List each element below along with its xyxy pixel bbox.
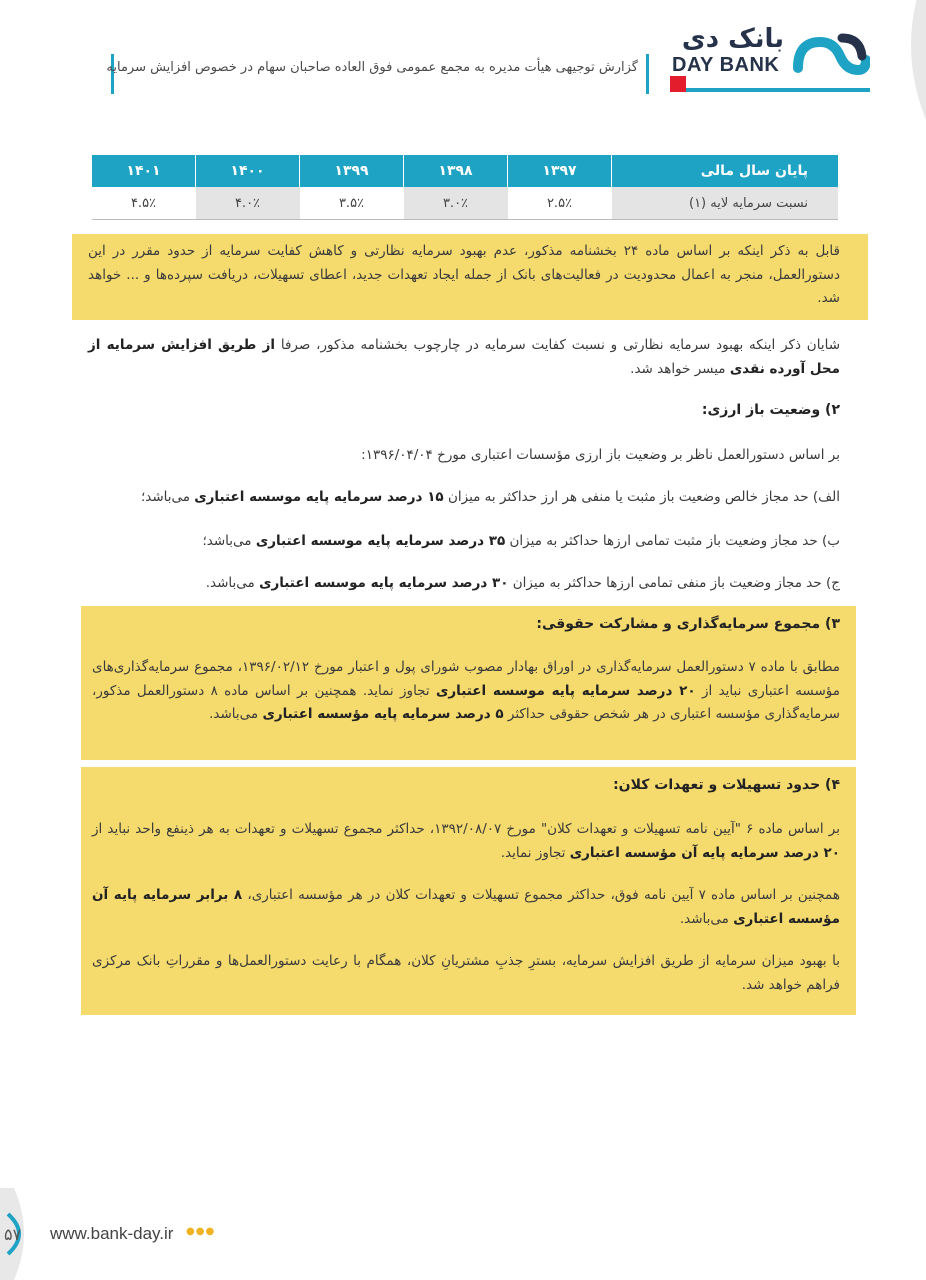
para1-bold: از طریق افزایش سرمایه از محل آورده نقدی [88, 337, 840, 377]
footer-website-link[interactable]: www.bank-day.ir [50, 1224, 174, 1243]
item-c-bold: ۳۰ درصد سرمایه پایه موسسه اعتباری [259, 575, 509, 591]
corner-decoration [866, 0, 926, 120]
table-cell: ۴.۰٪ [196, 187, 300, 220]
table-cell: ۴.۵٪ [92, 187, 196, 220]
tier1-capital-ratio-table [91, 155, 838, 220]
section3-text-2: تجاوز نماید. همچنین بر اساس ماده ۸ دستورالعمل مذکور، سرمایه‌گذاری مؤسسه اعتباری در هر شخص حقوقی حداکثر [92, 682, 840, 722]
item-a-text: الف) حد مجاز خالص وضعیت باز مثبت یا منفی هر ارز حداکثر به میزان [447, 489, 840, 505]
item-a-bold: ۱۵ درصد سرمایه پایه موسسه اعتباری [194, 489, 444, 505]
table-row-label: نسبت سرمایه لایه (۱) [612, 187, 839, 220]
section3-text-3: می‌باشد. [209, 706, 259, 722]
table-header-cell: ۱۳۹۷ [508, 155, 612, 187]
table-header-cell: ۱۴۰۰ [196, 155, 300, 187]
section3-paragraph [92, 656, 840, 727]
logo-mark-icon [790, 28, 870, 86]
section2-intro: بر اساس دستورالعمل ناظر بر وضعیت باز ارزی مؤسسات اعتباری مورخ ۱۳۹۶/۰۴/۰۴: [361, 447, 840, 463]
table-header-cell: ۱۳۹۸ [404, 155, 508, 187]
section4a-bold: ۲۰ درصد سرمایه پایه آن مؤسسه اعتباری [569, 844, 840, 861]
table-header-cell: ۱۴۰۱ [92, 155, 196, 187]
section3-bold-1: ۲۰ درصد سرمایه پایه موسسه اعتباری [436, 682, 696, 699]
item-c-suffix: می‌باشد. [205, 575, 255, 591]
section4b-bold: ۸ برابر سرمایه پایه آن مؤسسه اعتباری [92, 887, 840, 927]
logo-english-name: DAY BANK [672, 54, 780, 76]
section4b-text: همچنین بر اساس ماده ۷ آیین نامه فوق، حداکثر مجموع تسهیلات و تعهدات کلان در هر مؤسسه اعتباری، [247, 887, 840, 903]
section4-paragraph-c: با بهبود میزان سرمایه از طریق افزایش سرمایه، بسترِ جذبِ مشتریانِ کلان، همگام با رعایت دستورالعمل‌ها و مقرراتِ بانک مرکزی فراهم خواهد شد. [92, 953, 840, 993]
page-number: ۵۷ [4, 1225, 22, 1244]
penalty-paragraph: قابل به ذکر اینکه بر اساس ماده ۲۴ بخشنامه مذکور، عدم بهبود سرمایه نظارتی و کاهش کفایت سرمایه از حدود مقرر در این دستورالعمل، منجر به اعمال محدودیت در فعالیت‌های بانک از جمله ایجاد تعهدات جدید، اعطای تسهیلات، دریافت سپرده‌ها و ... خواهد شد. [88, 243, 840, 306]
section2-item-a [88, 486, 840, 510]
table-header-cell: ۱۳۹۹ [300, 155, 404, 187]
item-b-text: ب) حد مجاز وضعیت باز مثبت تمامی ارزها حداکثر به میزان [509, 533, 840, 549]
section4-paragraph-b [92, 884, 840, 931]
item-a-suffix: می‌باشد؛ [140, 489, 190, 505]
section4a-text-end: تجاوز نماید. [500, 844, 566, 861]
item-b-bold: ۳۵ درصد سرمایه پایه موسسه اعتباری [255, 533, 506, 549]
section2-item-b [88, 530, 840, 554]
para1-text-end: میسر خواهد شد. [630, 360, 726, 377]
section4-paragraph-a [92, 818, 840, 865]
logo-blue-bar [686, 88, 870, 92]
bank-logo [668, 22, 872, 94]
section4b-text-end: می‌باشد. [679, 910, 729, 927]
section2-heading: ۲) وضعیت باز ارزی: [701, 402, 840, 418]
logo-persian-name: بانک دی [681, 24, 785, 54]
item-c-text: ج) حد مجاز وضعیت باز منفی تمامی ارزها حداکثر به میزان [512, 575, 840, 591]
table-header-row [92, 155, 839, 187]
table-cell: ۳.۵٪ [300, 187, 404, 220]
header-divider-right [646, 54, 649, 94]
section2-item-c [88, 572, 840, 596]
page-title: گزارش توجیهی هیأت مدیره به مجمع عمومی فوق العاده صاحبان سهام در خصوص افزایش سرمایه [106, 60, 638, 75]
table-row [92, 187, 839, 220]
cash-contribution-paragraph [88, 334, 840, 381]
section3-text: مطابق با ماده ۷ دستورالعمل سرمایه‌گذاری در اوراق بهادار مصوب شورای پول و اعتبار مورخ ۱۳۹۶/۰۲/۱۲، مجموع سرمایه‌گذاری‌های مؤسسه اعتباری نباید از [92, 659, 841, 699]
logo-red-square [670, 76, 686, 92]
para1-text: شایان ذکر اینکه بهبود سرمایه نظارتی و نسبت کفایت سرمایه در چارچوب بخشنامه مذکور، صرفا [280, 337, 841, 353]
table-header-cell: پایان سال مالی [612, 155, 839, 187]
section3-heading: ۳) مجموع سرمایه‌گذاری و مشارکت حقوقی: [536, 616, 840, 632]
section3-bold-2: ۵ درصد سرمایه پایه مؤسسه اعتباری [262, 706, 504, 722]
footer-dots: ●●● [186, 1226, 216, 1237]
table-cell: ۳.۰٪ [404, 187, 508, 220]
section4a-text: بر اساس ماده ۶ "آیین نامه تسهیلات و تعهدات کلان" مورخ ۱۳۹۲/۰۸/۰۷، حداکثر مجموع تسهیلات و تعهدات به هر ذینفع واحد نباید از [92, 821, 841, 837]
table-cell: ۲.۵٪ [508, 187, 612, 220]
section4-heading: ۴) حدود تسهیلات و تعهدات کلان: [613, 777, 840, 793]
item-b-suffix: می‌باشد؛ [202, 533, 252, 549]
